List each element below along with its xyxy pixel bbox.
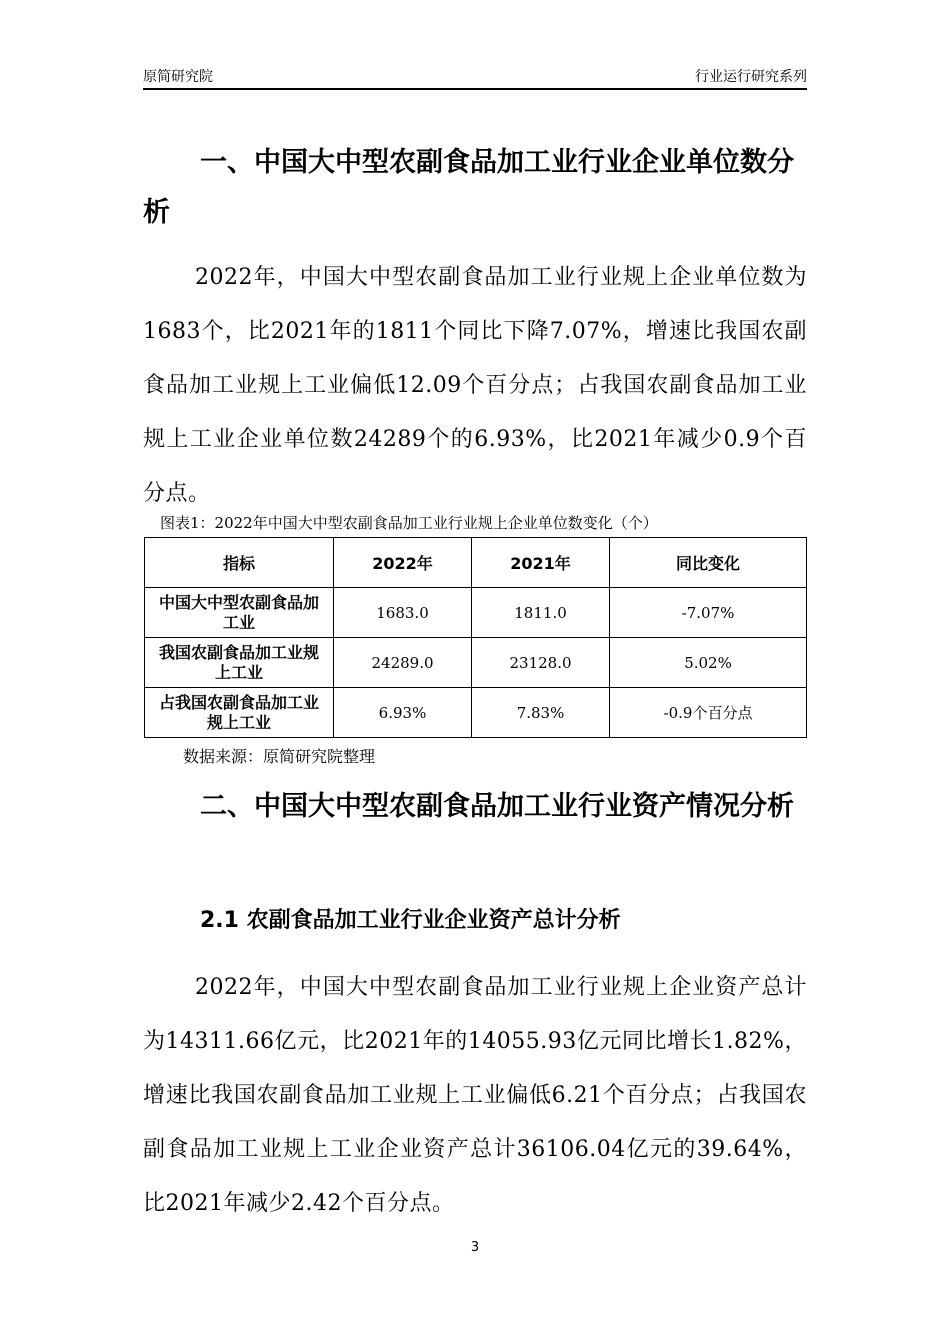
cell-2022: 1683.0 <box>334 588 472 638</box>
section2-subtitle: 2.1 农副食品加工业行业企业资产总计分析 <box>200 908 621 933</box>
table-row <box>145 688 807 738</box>
cell-2021: 7.83% <box>472 688 610 738</box>
section1-paragraph: 2022年，中国大中型农副食品加工业行业规上企业单位数为1683个，比2021年的1811个同比下降7.07%，增速比我国农副食品加工业规上工业偏低12.09个百分点；占我国农副食品加工业规上工业企业单位数24289个的6.93%，比2021年减少0.9个百分点。 <box>143 265 807 506</box>
cell-change: 5.02% <box>610 638 807 688</box>
cell-2022: 6.93% <box>334 688 472 738</box>
row-label: 我国农副食品加工业规上工业 <box>145 638 334 688</box>
col-header-2021: 2021年 <box>472 538 610 588</box>
cell-change: -7.07% <box>610 588 807 638</box>
cell-2022: 24289.0 <box>334 638 472 688</box>
header-series-name: 行业运行研究系列 <box>695 69 807 85</box>
section2-paragraph: 2022年，中国大中型农副食品加工业行业规上企业资产总计为14311.66亿元，比2021年的14055.93亿元同比增长1.82%，增速比我国农副食品加工业规上工业偏低6.21个百分点；占我国农副食品加工业规上工业企业资产总计36106.04亿元的39.64%，比2021年减少2.42个百分点。 <box>143 975 807 1216</box>
cell-change: -0.9个百分点 <box>610 688 807 738</box>
page-header <box>143 66 807 90</box>
section2-title: 二、中国大中型农副食品加工业行业资产情况分析 <box>200 791 794 822</box>
page-number: 3 <box>470 1240 480 1255</box>
table1-source: 数据来源：原简研究院整理 <box>183 747 376 766</box>
section1-title: 一、中国大中型农副食品加工业行业企业单位数分析 <box>143 147 794 228</box>
col-header-change: 同比变化 <box>610 538 807 588</box>
header-org-name: 原简研究院 <box>143 69 213 85</box>
table-row <box>145 588 807 638</box>
table-row <box>145 638 807 688</box>
table-header-row <box>145 538 807 588</box>
cell-2021: 23128.0 <box>472 638 610 688</box>
table1-caption: 图表1：2022年中国大中型农副食品加工业行业规上企业单位数变化（个） <box>160 514 658 532</box>
row-label: 占我国农副食品加工业规上工业 <box>145 688 334 738</box>
col-header-indicator: 指标 <box>145 538 334 588</box>
cell-2021: 1811.0 <box>472 588 610 638</box>
table1 <box>144 537 807 738</box>
col-header-2022: 2022年 <box>334 538 472 588</box>
row-label: 中国大中型农副食品加工业 <box>145 588 334 638</box>
